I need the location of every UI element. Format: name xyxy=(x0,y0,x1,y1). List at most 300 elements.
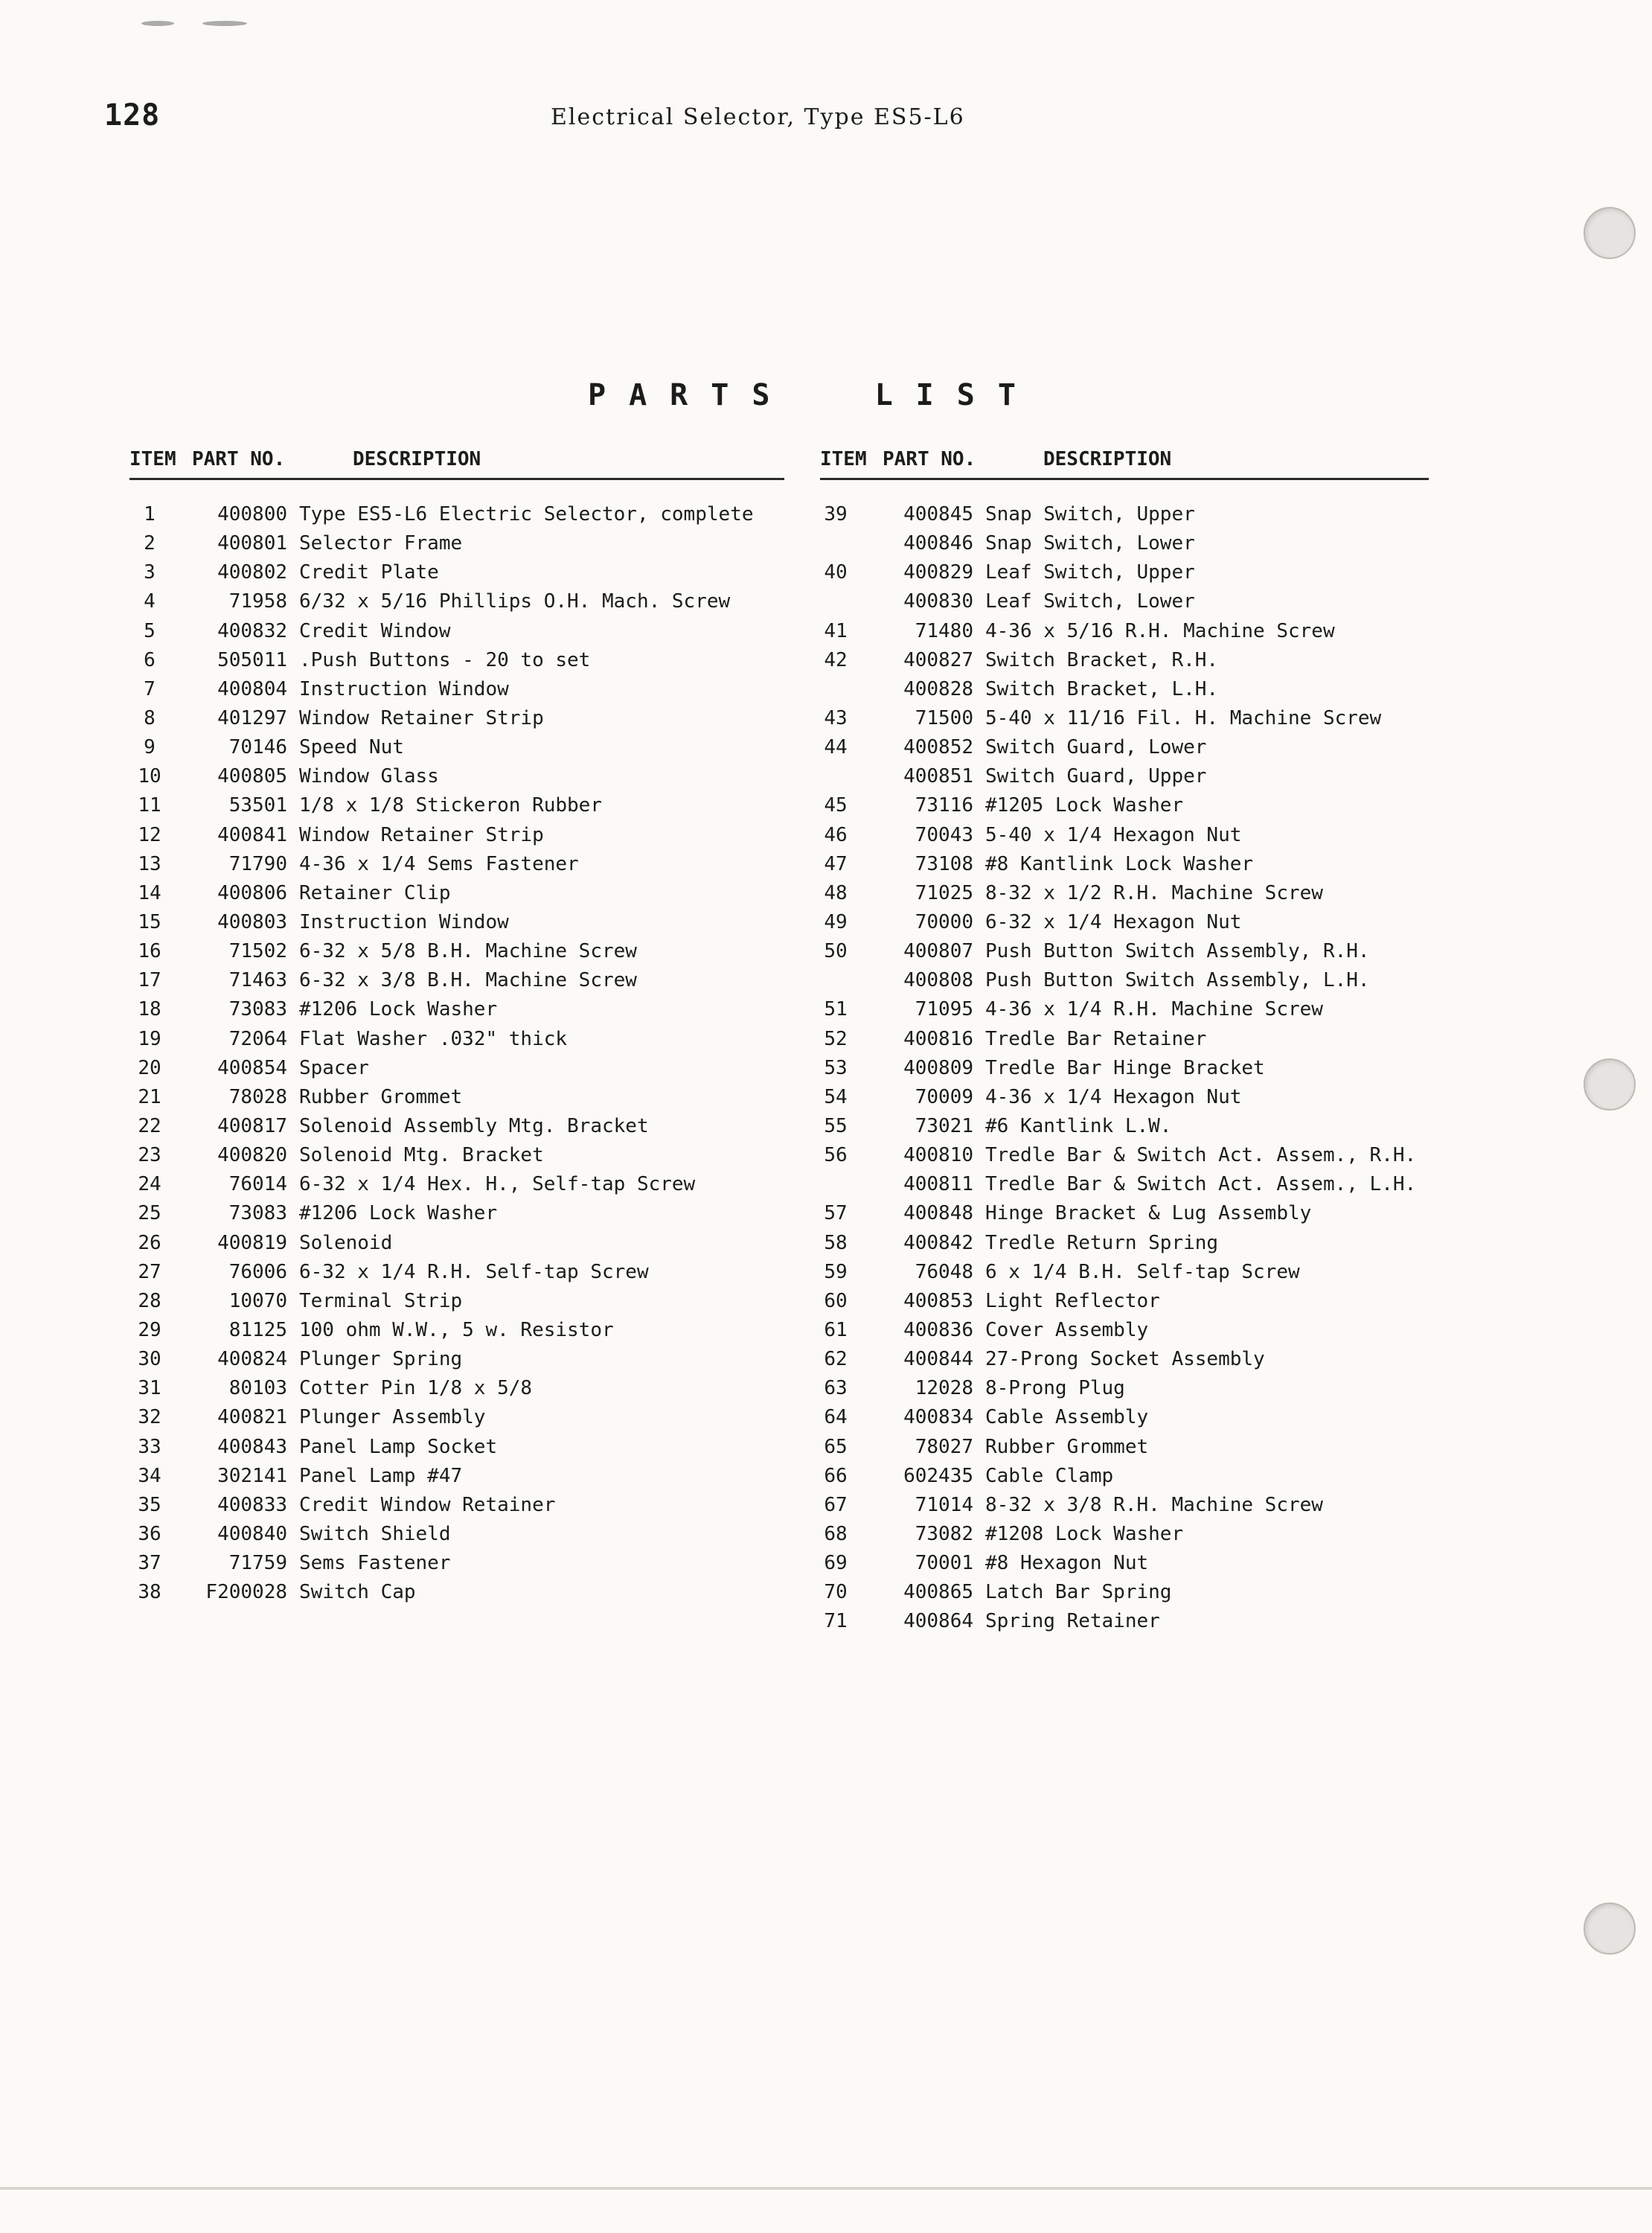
part-description: Speed Nut xyxy=(299,736,404,759)
item-column-heading: ITEM xyxy=(820,448,867,470)
part-description: 100 ohm W.W., 5 w. Resistor xyxy=(299,1318,614,1341)
part-description: Solenoid xyxy=(299,1231,393,1254)
parts-list-row xyxy=(810,762,1442,791)
scan-smudge-mark xyxy=(141,21,174,26)
part-description: #6 Kantlink L.W. xyxy=(985,1114,1172,1137)
parts-list-row xyxy=(124,1549,793,1578)
parts-list-row xyxy=(124,1054,793,1083)
part-number: 71463 xyxy=(228,969,287,992)
part-description: Window Retainer Strip xyxy=(299,823,544,846)
part-number: 400805 xyxy=(217,765,287,788)
part-number: 400854 xyxy=(217,1056,287,1079)
part-number: 71958 xyxy=(228,590,287,613)
item-number: 43 xyxy=(824,706,848,729)
parts-list-row xyxy=(124,587,793,616)
part-number: 80103 xyxy=(228,1377,287,1400)
part-number: 72064 xyxy=(228,1027,287,1050)
item-number: 5 xyxy=(144,619,156,642)
parts-list-row xyxy=(124,1491,793,1520)
right-column-header xyxy=(820,448,1429,480)
item-number: 2 xyxy=(144,532,156,555)
part-number: 302141 xyxy=(217,1464,287,1487)
part-number: 400804 xyxy=(217,677,287,700)
part-number: 400865 xyxy=(903,1581,973,1604)
parts-list-row xyxy=(810,1520,1442,1549)
item-number: 17 xyxy=(138,969,161,992)
part-number: 73116 xyxy=(915,794,973,817)
parts-list-row xyxy=(124,1141,793,1170)
part-description: Cover Assembly xyxy=(985,1318,1149,1341)
parts-list-row xyxy=(124,1374,793,1403)
part-number: 400821 xyxy=(217,1406,287,1429)
item-number: 64 xyxy=(824,1406,848,1429)
part-number: 71025 xyxy=(915,881,973,904)
part-description: Leaf Switch, Lower xyxy=(985,590,1195,613)
part-number: 400836 xyxy=(903,1318,973,1341)
part-description: Snap Switch, Upper xyxy=(985,503,1195,525)
parts-list-row xyxy=(124,908,793,937)
part-description: Cotter Pin 1/8 x 5/8 xyxy=(299,1377,533,1400)
part-number: 73108 xyxy=(915,852,973,875)
item-number: 60 xyxy=(824,1289,848,1312)
part-description: Terminal Strip xyxy=(299,1289,463,1312)
part-number: 400830 xyxy=(903,590,973,613)
parts-list-row xyxy=(124,1083,793,1112)
item-number: 18 xyxy=(138,998,161,1021)
parts-list-row xyxy=(810,879,1442,908)
parts-list-row xyxy=(810,850,1442,879)
item-number: 63 xyxy=(824,1377,848,1400)
part-description: 6-32 x 1/4 Hexagon Nut xyxy=(985,910,1242,933)
item-number: 46 xyxy=(824,823,848,846)
item-number: 65 xyxy=(824,1435,848,1458)
part-no-column-heading: PART NO. xyxy=(883,448,976,470)
parts-list-row xyxy=(810,966,1442,995)
parts-list-row xyxy=(810,1025,1442,1054)
item-number: 28 xyxy=(138,1289,161,1312)
item-number: 20 xyxy=(138,1056,161,1079)
part-description: Sems Fastener xyxy=(299,1552,451,1575)
part-description: Switch Shield xyxy=(299,1522,451,1545)
item-number: 57 xyxy=(824,1202,848,1225)
part-description: 8-32 x 1/2 R.H. Machine Screw xyxy=(985,881,1323,904)
item-number: 8 xyxy=(144,706,156,729)
parts-list-row xyxy=(810,1199,1442,1228)
parts-list-row xyxy=(124,1025,793,1054)
part-number: 602435 xyxy=(903,1464,973,1487)
part-description: 8-Prong Plug xyxy=(985,1377,1125,1400)
part-number: 400808 xyxy=(903,969,973,992)
part-description: 6-32 x 1/4 R.H. Self-tap Screw xyxy=(299,1260,649,1283)
parts-list-row xyxy=(124,675,793,704)
part-description: Cable Clamp xyxy=(985,1464,1114,1487)
parts-list-row xyxy=(810,821,1442,850)
parts-list-row xyxy=(124,879,793,908)
description-column-heading: DESCRIPTION xyxy=(1043,448,1172,470)
parts-list-row xyxy=(124,1578,793,1607)
parts-list-row xyxy=(124,1229,793,1258)
part-number: F200028 xyxy=(205,1581,287,1604)
part-number: 505011 xyxy=(217,648,287,671)
left-parts-column xyxy=(124,500,793,1607)
item-number: 7 xyxy=(144,677,156,700)
item-number: 69 xyxy=(824,1552,848,1575)
parts-list-row xyxy=(810,500,1442,529)
part-number: 400833 xyxy=(217,1493,287,1516)
part-number: 400816 xyxy=(903,1027,973,1050)
part-description: Tredle Bar & Switch Act. Assem., L.H. xyxy=(985,1173,1417,1196)
item-number: 26 xyxy=(138,1231,161,1254)
page-edge-shadow xyxy=(0,2187,1652,2190)
part-number: 78028 xyxy=(228,1085,287,1108)
part-number: 400846 xyxy=(903,532,973,555)
part-number: 400803 xyxy=(217,910,287,933)
part-number: 400824 xyxy=(217,1348,287,1371)
parts-list-row xyxy=(810,1170,1442,1199)
parts-list-row xyxy=(810,1083,1442,1112)
item-number: 25 xyxy=(138,1202,161,1225)
parts-list-row xyxy=(810,1229,1442,1258)
description-column-heading: DESCRIPTION xyxy=(353,448,481,470)
parts-list-row xyxy=(810,529,1442,558)
part-number: 70146 xyxy=(228,736,287,759)
part-number: 400844 xyxy=(903,1348,973,1371)
part-number: 400843 xyxy=(217,1435,287,1458)
part-description: Switch Bracket, L.H. xyxy=(985,677,1219,700)
item-number: 33 xyxy=(138,1435,161,1458)
part-description: Solenoid Assembly Mtg. Bracket xyxy=(299,1114,649,1137)
part-number: 70009 xyxy=(915,1085,973,1108)
part-number: 400827 xyxy=(903,648,973,671)
part-number: 71095 xyxy=(915,998,973,1021)
part-description: Push Button Switch Assembly, L.H. xyxy=(985,969,1370,992)
part-number: 400852 xyxy=(903,736,973,759)
part-description: Spacer xyxy=(299,1056,369,1079)
part-description: 4-36 x 1/4 R.H. Machine Screw xyxy=(985,998,1323,1021)
part-description: 1/8 x 1/8 Stickeron Rubber xyxy=(299,794,602,817)
parts-list-row xyxy=(124,1287,793,1316)
parts-list-row xyxy=(124,995,793,1024)
scan-smudge-mark xyxy=(202,21,247,26)
part-number: 400853 xyxy=(903,1289,973,1312)
parts-list-row xyxy=(124,1433,793,1462)
part-number: 401297 xyxy=(217,706,287,729)
parts-list-row xyxy=(810,558,1442,587)
part-description: Panel Lamp Socket xyxy=(299,1435,498,1458)
part-number: 71502 xyxy=(228,940,287,963)
parts-list-row xyxy=(810,1258,1442,1287)
part-description: 6 x 1/4 B.H. Self-tap Screw xyxy=(985,1260,1300,1283)
part-description: #1208 Lock Washer xyxy=(985,1522,1184,1545)
parts-list-row xyxy=(124,762,793,791)
item-number: 22 xyxy=(138,1114,161,1137)
part-description: 27-Prong Socket Assembly xyxy=(985,1348,1265,1371)
parts-list-row xyxy=(810,587,1442,616)
item-number: 70 xyxy=(824,1581,848,1604)
part-description: Rubber Grommet xyxy=(985,1435,1149,1458)
item-number: 23 xyxy=(138,1144,161,1167)
part-number: 400832 xyxy=(217,619,287,642)
item-number: 38 xyxy=(138,1581,161,1604)
part-number: 71790 xyxy=(228,852,287,875)
item-number: 59 xyxy=(824,1260,848,1283)
parts-list-row xyxy=(810,908,1442,937)
part-description: Leaf Switch, Upper xyxy=(985,561,1195,584)
part-number: 53501 xyxy=(228,794,287,817)
part-description: Selector Frame xyxy=(299,532,463,555)
part-number: 76014 xyxy=(228,1173,287,1196)
part-description: Window Retainer Strip xyxy=(299,706,544,729)
punch-hole xyxy=(1584,1903,1636,1955)
part-number: 400842 xyxy=(903,1231,973,1254)
page-header-title: Electrical Selector, Type ES5-L6 xyxy=(551,104,965,130)
part-no-column-heading: PART NO. xyxy=(192,448,286,470)
item-number: 37 xyxy=(138,1552,161,1575)
part-number: 76048 xyxy=(915,1260,973,1283)
part-number: 400834 xyxy=(903,1406,973,1429)
item-number: 21 xyxy=(138,1085,161,1108)
part-number: 400828 xyxy=(903,677,973,700)
part-description: Push Button Switch Assembly, R.H. xyxy=(985,940,1370,963)
part-description: #8 Kantlink Lock Washer xyxy=(985,852,1254,875)
part-description: Type ES5-L6 Electric Selector, complete xyxy=(299,503,754,525)
parts-list-row xyxy=(124,500,793,529)
part-description: Solenoid Mtg. Bracket xyxy=(299,1144,544,1167)
part-description: Instruction Window xyxy=(299,910,509,933)
part-description: 6/32 x 5/16 Phillips O.H. Mach. Screw xyxy=(299,590,731,613)
part-description: 5-40 x 11/16 Fil. H. Machine Screw xyxy=(985,706,1382,729)
part-number: 400864 xyxy=(903,1610,973,1633)
part-description: 4-36 x 1/4 Sems Fastener xyxy=(299,852,579,875)
item-number: 56 xyxy=(824,1144,848,1167)
part-number: 400819 xyxy=(217,1231,287,1254)
item-number: 54 xyxy=(824,1085,848,1108)
parts-list-row xyxy=(810,1316,1442,1345)
parts-list-row xyxy=(810,995,1442,1024)
part-description: #8 Hexagon Nut xyxy=(985,1552,1149,1575)
item-number: 14 xyxy=(138,881,161,904)
part-number: 73082 xyxy=(915,1522,973,1545)
part-number: 400807 xyxy=(903,940,973,963)
item-number: 48 xyxy=(824,881,848,904)
item-number: 6 xyxy=(144,648,156,671)
part-description: Switch Guard, Lower xyxy=(985,736,1207,759)
part-number: 73083 xyxy=(228,998,287,1021)
item-number: 27 xyxy=(138,1260,161,1283)
part-description: Latch Bar Spring xyxy=(985,1581,1172,1604)
parts-list-row xyxy=(124,733,793,762)
parts-list-row xyxy=(124,850,793,879)
part-number: 12028 xyxy=(915,1377,973,1400)
part-description: #1206 Lock Washer xyxy=(299,1202,498,1225)
item-number: 49 xyxy=(824,910,848,933)
item-number: 62 xyxy=(824,1348,848,1371)
parts-list-row xyxy=(810,1141,1442,1170)
part-number: 400810 xyxy=(903,1144,973,1167)
parts-list-row xyxy=(124,1199,793,1228)
parts-list-row xyxy=(124,704,793,733)
item-number: 4 xyxy=(144,590,156,613)
item-number: 9 xyxy=(144,736,156,759)
item-number: 12 xyxy=(138,823,161,846)
item-number: 3 xyxy=(144,561,156,584)
item-number: 15 xyxy=(138,910,161,933)
item-number: 44 xyxy=(824,736,848,759)
part-description: Spring Retainer xyxy=(985,1610,1160,1633)
right-parts-column xyxy=(810,500,1442,1636)
item-number: 34 xyxy=(138,1464,161,1487)
part-number: 400809 xyxy=(903,1056,973,1079)
part-description: Hinge Bracket & Lug Assembly xyxy=(985,1202,1312,1225)
part-number: 73021 xyxy=(915,1114,973,1137)
part-number: 400806 xyxy=(217,881,287,904)
part-number: 71500 xyxy=(915,706,973,729)
parts-list-row xyxy=(124,1258,793,1287)
part-description: 8-32 x 3/8 R.H. Machine Screw xyxy=(985,1493,1323,1516)
parts-list-row xyxy=(810,733,1442,762)
parts-list-row xyxy=(810,1054,1442,1083)
parts-list-row xyxy=(810,1607,1442,1636)
item-number: 40 xyxy=(824,561,848,584)
item-number: 10 xyxy=(138,765,161,788)
item-number: 24 xyxy=(138,1173,161,1196)
part-description: #1206 Lock Washer xyxy=(299,998,498,1021)
item-number: 58 xyxy=(824,1231,848,1254)
part-number: 71480 xyxy=(915,619,973,642)
parts-list-row xyxy=(124,558,793,587)
page-number: 128 xyxy=(104,98,161,132)
item-number: 66 xyxy=(824,1464,848,1487)
item-number: 55 xyxy=(824,1114,848,1137)
item-number: 1 xyxy=(144,503,156,525)
part-number: 400829 xyxy=(903,561,973,584)
parts-list-row xyxy=(810,937,1442,966)
part-description: .Push Buttons - 20 to set xyxy=(299,648,591,671)
part-number: 400817 xyxy=(217,1114,287,1137)
parts-list-row xyxy=(124,966,793,995)
part-number: 10070 xyxy=(228,1289,287,1312)
item-number: 41 xyxy=(824,619,848,642)
item-number: 51 xyxy=(824,998,848,1021)
part-description: 4-36 x 1/4 Hexagon Nut xyxy=(985,1085,1242,1108)
parts-list-row xyxy=(124,617,793,646)
parts-list-row xyxy=(810,1578,1442,1607)
parts-list-row xyxy=(810,1112,1442,1141)
parts-list-row xyxy=(124,1403,793,1432)
part-number: 70001 xyxy=(915,1552,973,1575)
left-column-header xyxy=(129,448,784,480)
punch-hole xyxy=(1584,1058,1636,1111)
part-number: 73083 xyxy=(228,1202,287,1225)
part-number: 71014 xyxy=(915,1493,973,1516)
part-number: 400840 xyxy=(217,1522,287,1545)
part-description: Switch Guard, Upper xyxy=(985,765,1207,788)
part-number: 400800 xyxy=(217,503,287,525)
part-description: Switch Bracket, R.H. xyxy=(985,648,1219,671)
item-number: 68 xyxy=(824,1522,848,1545)
part-description: Cable Assembly xyxy=(985,1406,1149,1429)
item-number: 29 xyxy=(138,1318,161,1341)
item-number: 11 xyxy=(138,794,161,817)
part-description: Tredle Bar Retainer xyxy=(985,1027,1207,1050)
parts-list-row xyxy=(810,1345,1442,1374)
item-number: 19 xyxy=(138,1027,161,1050)
item-number: 50 xyxy=(824,940,848,963)
parts-list-row xyxy=(124,1520,793,1549)
part-description: 6-32 x 1/4 Hex. H., Self-tap Screw xyxy=(299,1173,696,1196)
part-description: Rubber Grommet xyxy=(299,1085,463,1108)
part-description: Credit Window xyxy=(299,619,451,642)
part-number: 71759 xyxy=(228,1552,287,1575)
part-number: 76006 xyxy=(228,1260,287,1283)
part-description: Tredle Bar Hinge Bracket xyxy=(985,1056,1265,1079)
parts-list-row xyxy=(810,617,1442,646)
part-description: Window Glass xyxy=(299,765,439,788)
item-number: 67 xyxy=(824,1493,848,1516)
item-number: 42 xyxy=(824,648,848,671)
parts-list-row xyxy=(810,1462,1442,1491)
item-number: 31 xyxy=(138,1377,161,1400)
item-number: 71 xyxy=(824,1610,848,1633)
part-description: Flat Washer .032" thick xyxy=(299,1027,568,1050)
item-number: 45 xyxy=(824,794,848,817)
part-number: 400841 xyxy=(217,823,287,846)
part-number: 400802 xyxy=(217,561,287,584)
part-number: 400845 xyxy=(903,503,973,525)
item-number: 47 xyxy=(824,852,848,875)
item-number: 36 xyxy=(138,1522,161,1545)
item-number: 16 xyxy=(138,940,161,963)
part-description: Instruction Window xyxy=(299,677,509,700)
item-column-heading: ITEM xyxy=(129,448,176,470)
part-number: 400801 xyxy=(217,532,287,555)
parts-list-row xyxy=(124,1112,793,1141)
part-description: Tredle Bar & Switch Act. Assem., R.H. xyxy=(985,1144,1417,1167)
item-number: 39 xyxy=(824,503,848,525)
part-description: Plunger Assembly xyxy=(299,1406,486,1429)
item-number: 32 xyxy=(138,1406,161,1429)
item-number: 35 xyxy=(138,1493,161,1516)
parts-list-row xyxy=(124,1462,793,1491)
parts-list-row xyxy=(810,1549,1442,1578)
part-description: 6-32 x 3/8 B.H. Machine Screw xyxy=(299,969,637,992)
part-number: 400820 xyxy=(217,1144,287,1167)
part-description: Switch Cap xyxy=(299,1581,416,1604)
parts-list-row xyxy=(810,646,1442,675)
part-description: Light Reflector xyxy=(985,1289,1160,1312)
parts-list-row xyxy=(124,821,793,850)
part-number: 70000 xyxy=(915,910,973,933)
part-description: Credit Plate xyxy=(299,561,439,584)
parts-list-title: PARTS LIST xyxy=(588,378,1039,412)
parts-list-row xyxy=(124,1170,793,1199)
parts-list-row xyxy=(124,937,793,966)
parts-list-row xyxy=(124,529,793,558)
parts-list-row xyxy=(810,791,1442,820)
part-description: #1205 Lock Washer xyxy=(985,794,1184,817)
parts-list-row xyxy=(810,1491,1442,1520)
part-number: 78027 xyxy=(915,1435,973,1458)
part-number: 400851 xyxy=(903,765,973,788)
parts-list-row xyxy=(810,1403,1442,1432)
part-description: Credit Window Retainer xyxy=(299,1493,556,1516)
parts-list-row xyxy=(124,1316,793,1345)
parts-list-row xyxy=(810,704,1442,733)
parts-list-row xyxy=(810,675,1442,704)
part-description: Snap Switch, Lower xyxy=(985,532,1195,555)
parts-list-row xyxy=(124,791,793,820)
part-description: 4-36 x 5/16 R.H. Machine Screw xyxy=(985,619,1335,642)
